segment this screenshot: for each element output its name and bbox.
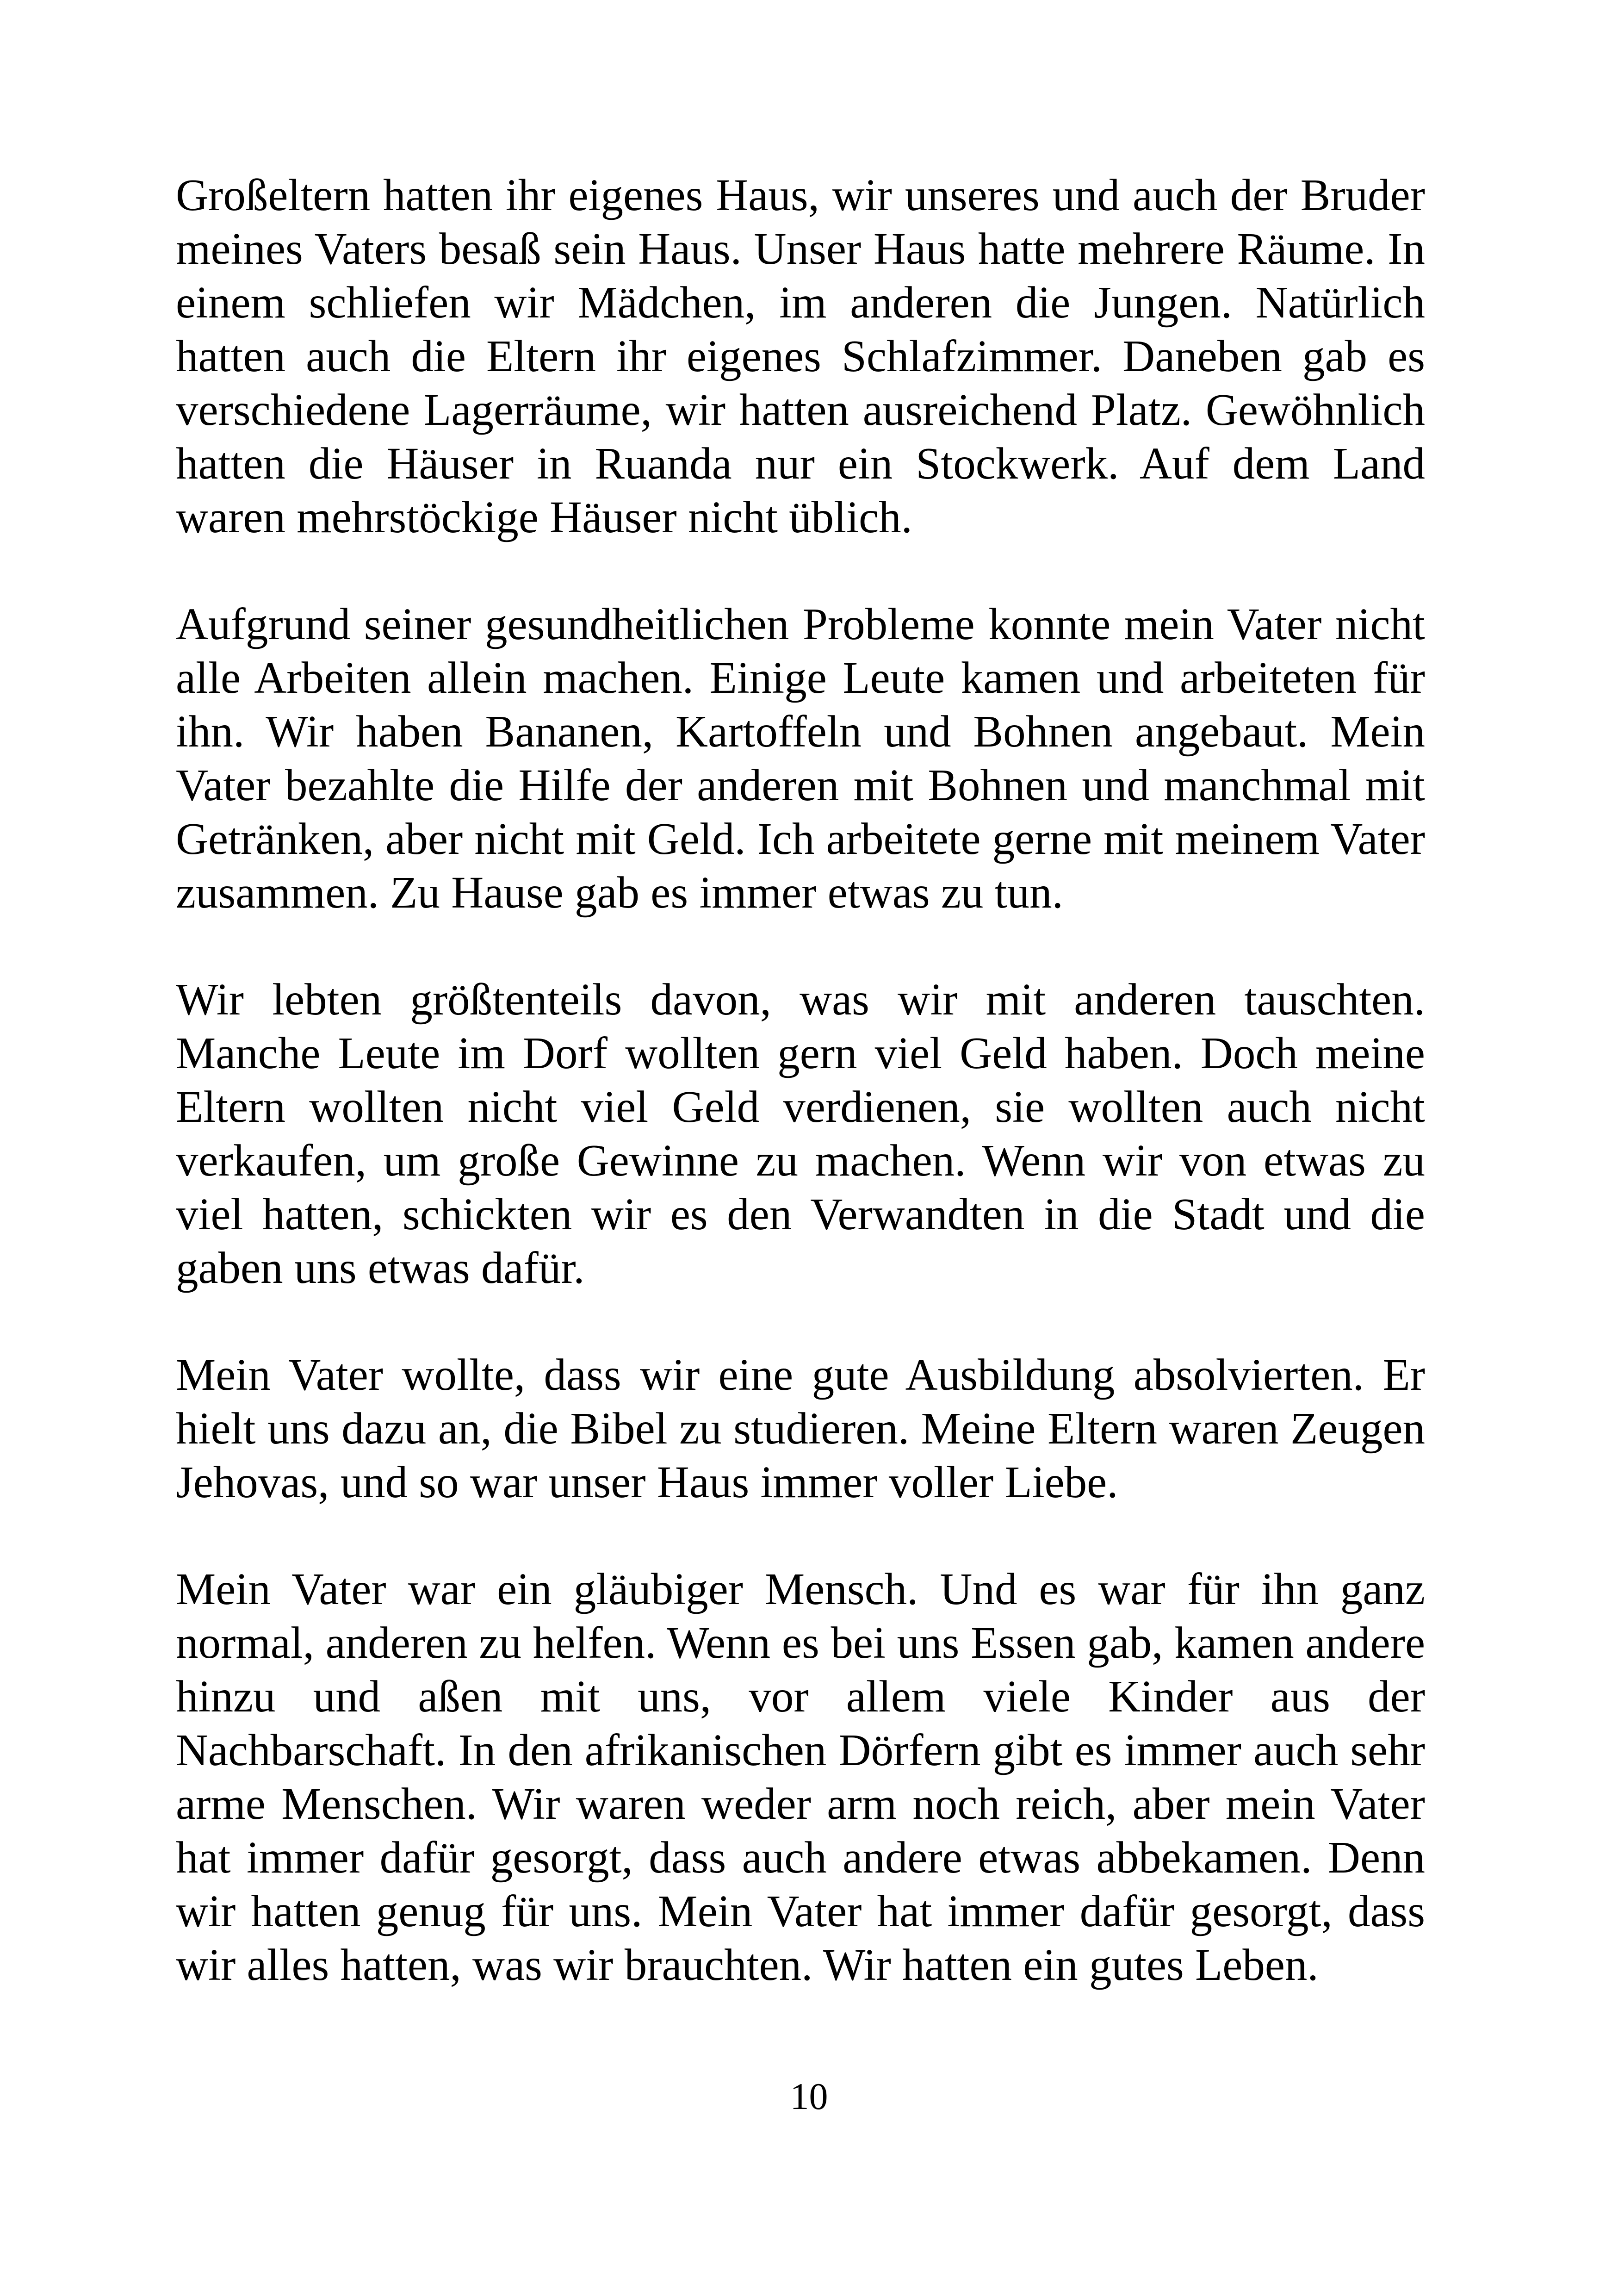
paragraph-4: Mein Vater wollte, dass wir eine gute Ausbildung absolvierten. Er hielt uns dazu an, die Bibel zu studieren. Meine Eltern waren Zeugen Jehovas, und so war unser Haus immer voller Liebe. (176, 1350, 1425, 1507)
paragraph-2: Aufgrund seiner gesundheitlichen Probleme konnte mein Vater nicht alle Arbeiten allein machen. Einige Leute kamen und arbeiteten für ihn. Wir haben Bananen, Kartoffeln und Bohnen angebaut. Mein Vater bezahlte die Hilfe der anderen mit Bohnen und manchmal mit Getränken, aber nicht mit Geld. Ich arbeitete gerne mit meinem Vater zusammen. Zu Hause gab es immer etwas zu tun. (176, 599, 1425, 917)
page-number: 10 (790, 2075, 828, 2117)
paragraph-1: Großeltern hatten ihr eigenes Haus, wir unseres und auch der Bruder meines Vaters besaß sein Haus. Unser Haus hatte mehrere Räume. In einem schliefen wir Mädchen, im anderen die Jungen. Natürlich hatten auch die Eltern ihr eigenes Schlafzimmer. Daneben gab es verschiedene Lagerräume, wir hatten ausreichend Platz. Gewöhnlich hatten die Häuser in Ruanda nur ein Stockwerk. Auf dem Land waren mehrstöckige Häuser nicht üblich. (176, 170, 1425, 542)
paragraph-3: Wir lebten größtenteils davon, was wir mit anderen tauschten. Manche Leute im Dorf wollten gern viel Geld haben. Doch meine Eltern wollten nicht viel Geld verdienen, sie wollten auch nicht verkaufen, um große Gewinne zu machen. Wenn wir von etwas zu viel hatten, schickten wir es den Verwandten in die Stadt und die gaben uns etwas dafür. (176, 975, 1425, 1293)
paragraph-5: Mein Vater war ein gläubiger Mensch. Und es war für ihn ganz normal, anderen zu helfen. Wenn es bei uns Essen gab, kamen andere hinzu und aßen mit uns, vor allem viele Kinder aus der Nachbarschaft. In den afrikanischen Dörfern gibt es immer auch sehr arme Menschen. Wir waren weder arm noch reich, aber mein Vater hat immer dafür gesorgt, dass auch andere etwas abbekamen. Denn wir hatten genug für uns. Mein Vater hat immer dafür gesorgt, dass wir alles hatten, was wir brauchten. Wir hatten ein gutes Leben. (176, 1564, 1425, 1990)
body-text (176, 168, 1425, 1992)
